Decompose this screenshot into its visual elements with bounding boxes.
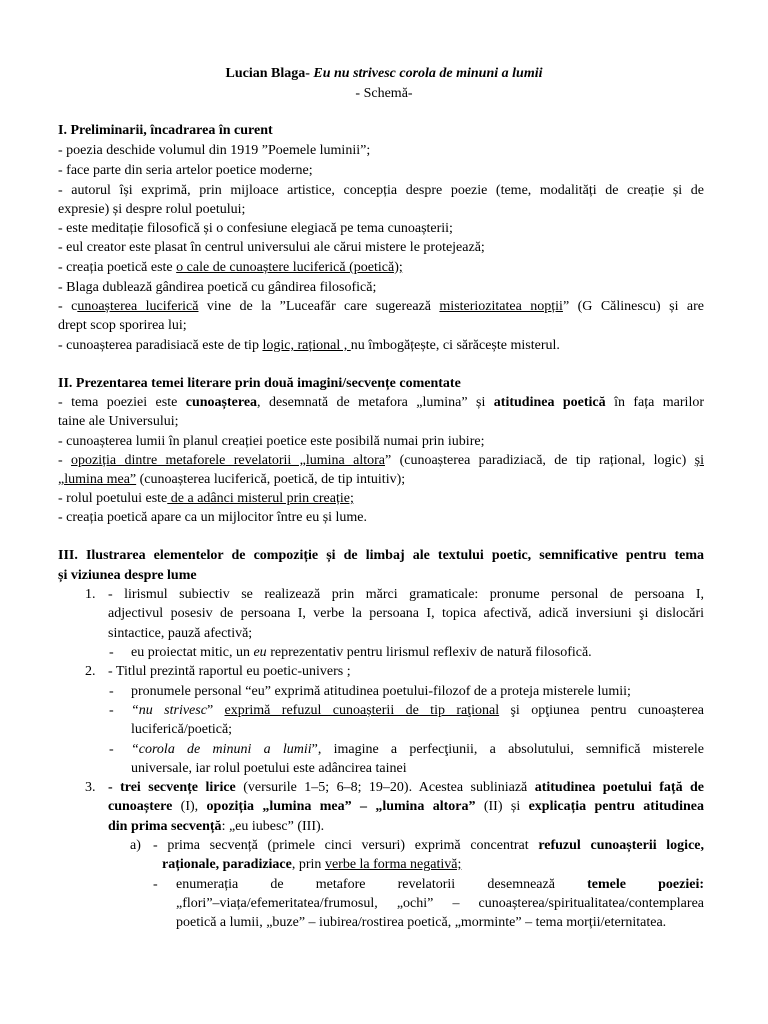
s1-line: drept scop sporirea lui;: [58, 318, 187, 333]
s1-line: - Blaga dublează gândirea poetică cu gândirea filosofică;: [58, 280, 377, 295]
list-item-2-sub: [131, 701, 704, 720]
s3-bold: - trei secvențe lirice: [108, 780, 236, 795]
s1-line: [58, 336, 560, 355]
list-item-2-sub: universale, iar rolul poetului este adâncirea tainei: [131, 761, 407, 776]
s3-text: eu proiectat mitic, un: [131, 645, 254, 660]
s2-line: taine ale Universului;: [58, 414, 179, 429]
enumeration-line: [176, 875, 704, 894]
list-number: 3.: [85, 780, 96, 795]
list-item-1-line: sintactice, pauză afectivă;: [108, 626, 253, 641]
s1-text: vine de la ”Luceafăr care sugerează: [198, 299, 440, 314]
s2-line: - creația poetică apare ca un mijlocitor între eu și lume.: [58, 510, 368, 525]
document-subtitle: - Schemă-: [355, 86, 413, 101]
s2-text: în fața marilor: [605, 395, 704, 410]
s3-italic: eu: [253, 645, 267, 660]
s3-bold: raționale, paradiziace: [162, 857, 292, 872]
s1-line: [58, 258, 403, 277]
list-item-3-line: [108, 778, 704, 797]
s1-text: - creația poetică este: [58, 260, 177, 275]
s3-bold: temele poeziei:: [587, 877, 704, 892]
s3-text: ”: [206, 703, 225, 718]
enumeration-line: „flori”–viața/efemeritatea/frumosul, „ochi” – cunoașterea/spiritualitatea/contemplarea: [176, 896, 704, 911]
s3-text: (II) și: [475, 799, 529, 814]
s1-underlined: misteriozitatea nopții: [439, 299, 563, 314]
s2-underlined: și: [694, 453, 704, 468]
bullet-dash: -: [109, 684, 114, 699]
s3-text: : „eu iubesc” (III).: [221, 819, 325, 834]
s3-text: enumerația de metafore revelatorii desemnează: [176, 877, 588, 892]
s1-text: - cunoașterea paradisiacă este de tip: [58, 338, 263, 353]
list-item-3-line: [108, 797, 704, 816]
list-item-2-sub: [131, 740, 704, 759]
s3-bold: refuzul cunoașterii logice,: [538, 838, 704, 853]
s1-line: expresie) și despre rolul poetului;: [58, 202, 246, 217]
s1-underlined: logic, rațional ,: [262, 338, 351, 353]
s3-bold: atitudinea poetului față de: [534, 780, 704, 795]
s1-text: ” (G Călinescu) și are: [562, 299, 704, 314]
s2-line: [58, 489, 354, 508]
s2-line: - cunoașterea lumii în planul creației poetice este posibilă numai prin iubire;: [58, 434, 485, 449]
s3-underlined: exprimă refuzul cunoașterii de tip raţional: [224, 703, 500, 718]
enumeration-line: poetică a lumii, „buze” – iubirea/rostirea poetică, „morminte” – tema morții/eternitatea.: [176, 915, 667, 930]
s3-bold: din prima secvență: [108, 819, 222, 834]
s2-bold: cunoașterea: [185, 395, 258, 410]
sub-item-a-line: [153, 836, 704, 855]
s3-text: reprezentativ pentru lirismul reflexiv de natură filosofică.: [266, 645, 592, 660]
s3-text: şi opţiunea pentru cunoașterea: [499, 703, 704, 718]
s2-text: , desemnată de metafora „lumina” și: [257, 395, 494, 410]
section-1-heading: I. Preliminarii, încadrarea în curent: [58, 123, 273, 138]
s1-line: [58, 297, 704, 316]
s1-underlined: o cale de cunoaștere luciferică (poetică);: [176, 260, 403, 275]
list-item-2-sub: luciferică/poetică;: [131, 722, 233, 737]
s3-text: (versurile 1–5; 6–8; 19–20). Acestea subliniază: [235, 780, 535, 795]
s2-line: [58, 393, 704, 412]
s1-line: - autorul își exprimă, prin mijloace artistice, concepția despre poezie (teme, modalități de creație și de: [58, 183, 704, 198]
s2-text: - rolul poetului este: [58, 491, 168, 506]
section-3-heading-cont: și viziunea despre lume: [58, 568, 197, 583]
s2-text: ” (cunoașterea paradiziacă, de tip rațional, logic): [385, 453, 695, 468]
section-2-heading: II. Prezentarea temei literare prin două imagini/secvențe comentate: [58, 376, 461, 391]
s2-text: (cunoașterea luciferică, poetică, de tip intuitiv);: [136, 472, 406, 487]
s3-text: ”, imagine a perfecţiunii, a absolutului, semnifică misterele: [311, 742, 704, 757]
s1-line: - poezia deschide volumul din 1919 ”Poemele luminii”;: [58, 143, 371, 158]
s1-text: nu îmbogățește, ci sărăcește misterul.: [350, 338, 560, 353]
bullet-dash: -: [109, 742, 114, 757]
list-item-3-line: [108, 817, 324, 836]
s1-text: - c: [58, 299, 78, 314]
s3-bold: explicația pentru atitudinea: [528, 799, 704, 814]
list-letter: a): [130, 838, 141, 853]
s1-line: - face parte din seria artelor poetice moderne;: [58, 163, 313, 178]
bullet-dash: -: [153, 877, 158, 892]
s2-underlined: „lumina mea”: [58, 472, 137, 487]
list-number: 2.: [85, 664, 96, 679]
s3-bold: cunoaștere: [108, 799, 173, 814]
sub-item-a-line: [162, 855, 461, 874]
s3-bold: opoziția „lumina mea” – „lumina altora”: [206, 799, 476, 814]
s2-underlined: de a adânci misterul prin creație;: [167, 491, 354, 506]
s3-underlined: verbe la forma negativă;: [324, 857, 462, 872]
s3-italic: “nu strivesc: [131, 703, 207, 718]
list-item-1-sub: [131, 643, 592, 662]
s3-text: - prima secvență (primele cinci versuri) exprimă concentrat: [153, 838, 539, 853]
section-3-heading: III. Ilustrarea elementelor de compoziție și de limbaj ale textului poetic, semnificative pentru tema: [58, 548, 704, 563]
s1-line: - este meditație filosofică și o confesiune elegiacă pe tema cunoașterii;: [58, 221, 453, 236]
s2-bold: atitudinea poetică: [493, 395, 606, 410]
s2-text: -: [58, 453, 72, 468]
s3-text: , prin: [291, 857, 325, 872]
s2-underlined: opoziția dintre metaforele revelatorii „lumina altora: [71, 453, 385, 468]
document-title: [0, 64, 768, 83]
s2-line: [58, 470, 405, 489]
list-item-2-line: - Titlul prezintă raportul eu poetic-univers ;: [108, 664, 351, 679]
s1-line: - eul creator este plasat în centrul universului ale cărui mistere le protejează;: [58, 240, 485, 255]
s2-text: - tema poeziei este: [58, 395, 186, 410]
s3-italic: “corola de minuni a lumii: [131, 742, 312, 757]
list-item-1-line: - lirismul subiectiv se realizează prin mărci gramaticale: pronume personal de persoana I,: [108, 587, 704, 602]
s2-line: [58, 451, 704, 470]
s3-text: (I),: [172, 799, 207, 814]
list-number: 1.: [85, 587, 96, 602]
bullet-dash: -: [109, 703, 114, 718]
s1-underlined: unoașterea luciferică: [77, 299, 199, 314]
title-author: Lucian Blaga-: [225, 66, 310, 81]
title-work: Eu nu strivesc corola de minuni a lumii: [313, 66, 543, 81]
list-item-2-sub: pronumele personal “eu” exprimă atitudinea poetului-filozof de a proteja misterele lumii;: [131, 684, 631, 699]
list-item-1-line: adjectivul posesiv de persoana I, verbe la persoana I, topica afectivă, adică inversiuni şi dislocări: [108, 606, 704, 621]
bullet-dash: -: [109, 645, 114, 660]
